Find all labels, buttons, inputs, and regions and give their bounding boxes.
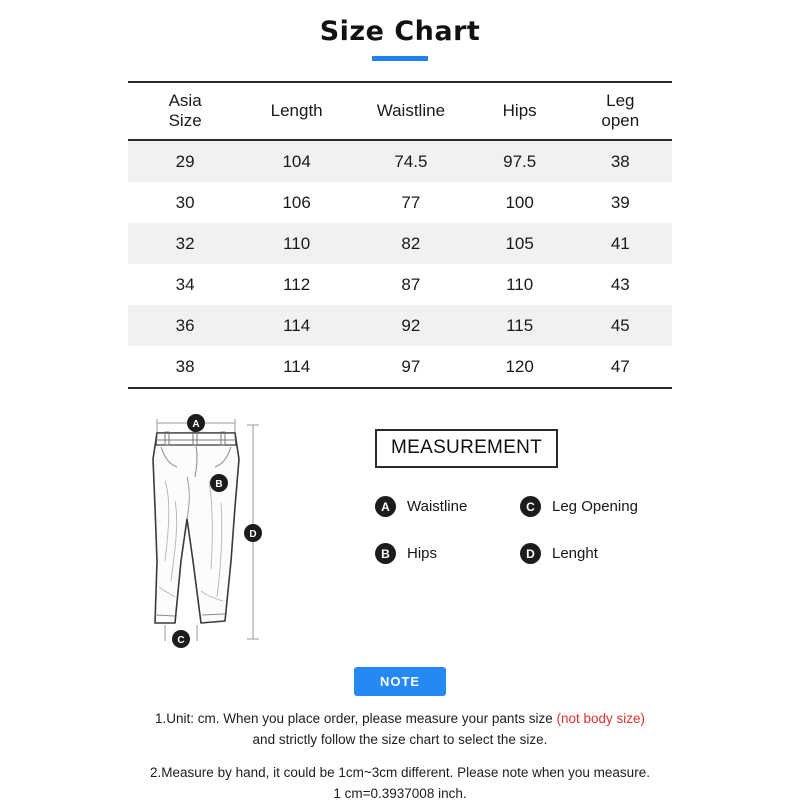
svg-text:D: D	[249, 529, 257, 540]
table-row	[128, 346, 672, 388]
column-header-leg-open	[569, 82, 672, 140]
cell-waistline: 82	[351, 223, 471, 264]
cell-length: 112	[242, 264, 351, 305]
table-row	[128, 182, 672, 223]
cell-leg-open: 47	[569, 346, 672, 388]
column-header-line: Asia	[168, 90, 202, 110]
note-line-2	[0, 763, 800, 805]
badge-a-icon: A	[375, 496, 396, 517]
cell-waistline: 92	[351, 305, 471, 346]
cell-hips: 110	[471, 264, 569, 305]
cell-asia-size: 29	[128, 140, 242, 182]
note-badge: NOTE	[354, 667, 446, 696]
cell-asia-size: 30	[128, 182, 242, 223]
cell-hips: 100	[471, 182, 569, 223]
cell-length: 110	[242, 223, 351, 264]
cell-leg-open: 41	[569, 223, 672, 264]
legend-label: Waistline	[407, 498, 468, 515]
legend-item-hips	[375, 543, 520, 564]
cell-asia-size: 32	[128, 223, 242, 264]
size-table-body	[128, 140, 672, 388]
measurement-heading: MEASUREMENT	[375, 429, 558, 468]
cell-asia-size: 36	[128, 305, 242, 346]
cell-leg-open: 45	[569, 305, 672, 346]
cell-leg-open: 43	[569, 264, 672, 305]
cell-length: 104	[242, 140, 351, 182]
cell-length: 114	[242, 346, 351, 388]
legend-label: Leg Opening	[552, 498, 638, 515]
page-header	[0, 0, 800, 61]
badge-d-icon: D	[520, 543, 541, 564]
svg-text:A: A	[192, 419, 200, 430]
legend-label: Lenght	[552, 545, 598, 562]
cell-length: 106	[242, 182, 351, 223]
table-row	[128, 264, 672, 305]
size-table-wrap	[128, 81, 672, 389]
cell-hips: 105	[471, 223, 569, 264]
title-underline	[372, 56, 428, 61]
note-line-2-part1: 2.Measure by hand, it could be 1cm~3cm different. Please note when you measure.	[150, 764, 650, 780]
table-row	[128, 140, 672, 182]
column-header-length: Length	[242, 82, 351, 140]
measurement-panel	[375, 429, 675, 564]
badge-c-icon: C	[520, 496, 541, 517]
size-table	[128, 81, 672, 389]
table-row	[128, 223, 672, 264]
size-table-head	[128, 82, 672, 140]
column-header-line: open	[601, 111, 640, 130]
column-header-waistline: Waistline	[351, 82, 471, 140]
legend-item-leg-opening	[520, 496, 680, 517]
table-row	[128, 305, 672, 346]
column-header-asia-size	[128, 82, 242, 140]
table-header-row	[128, 82, 672, 140]
pants-diagram	[135, 411, 295, 656]
column-header-line: Size	[168, 111, 202, 130]
note-line-1-red: (not body size)	[556, 711, 645, 726]
cell-leg-open: 39	[569, 182, 672, 223]
badge-b-icon: B	[375, 543, 396, 564]
legend-item-waistline	[375, 496, 520, 517]
cell-asia-size: 38	[128, 346, 242, 388]
note-line-1	[0, 709, 800, 751]
cell-waistline: 97	[351, 346, 471, 388]
column-header-line: Leg	[606, 90, 635, 110]
note-line-2-part2: 1 cm=0.3937008 inch.	[333, 785, 467, 801]
cell-asia-size: 34	[128, 264, 242, 305]
cell-waistline: 87	[351, 264, 471, 305]
pants-sketch-icon	[135, 411, 295, 656]
cell-hips: 97.5	[471, 140, 569, 182]
column-header-hips: Hips	[471, 82, 569, 140]
measurement-section	[0, 411, 800, 661]
legend-item-length	[520, 543, 680, 564]
cell-waistline: 77	[351, 182, 471, 223]
cell-hips: 120	[471, 346, 569, 388]
note-line-1-part1: 1.Unit: cm. When you place order, please measure your pants size	[155, 711, 557, 726]
cell-hips: 115	[471, 305, 569, 346]
note-section	[0, 667, 800, 805]
note-line-1-part2: and strictly follow the size chart to select the size.	[252, 731, 548, 747]
note-text	[0, 709, 800, 805]
cell-waistline: 74.5	[351, 140, 471, 182]
legend-label: Hips	[407, 545, 438, 562]
svg-text:B: B	[215, 479, 223, 490]
measurement-legend	[375, 496, 675, 564]
svg-text:C: C	[177, 635, 185, 646]
cell-length: 114	[242, 305, 351, 346]
cell-leg-open: 38	[569, 140, 672, 182]
page-title: Size Chart	[319, 16, 481, 47]
